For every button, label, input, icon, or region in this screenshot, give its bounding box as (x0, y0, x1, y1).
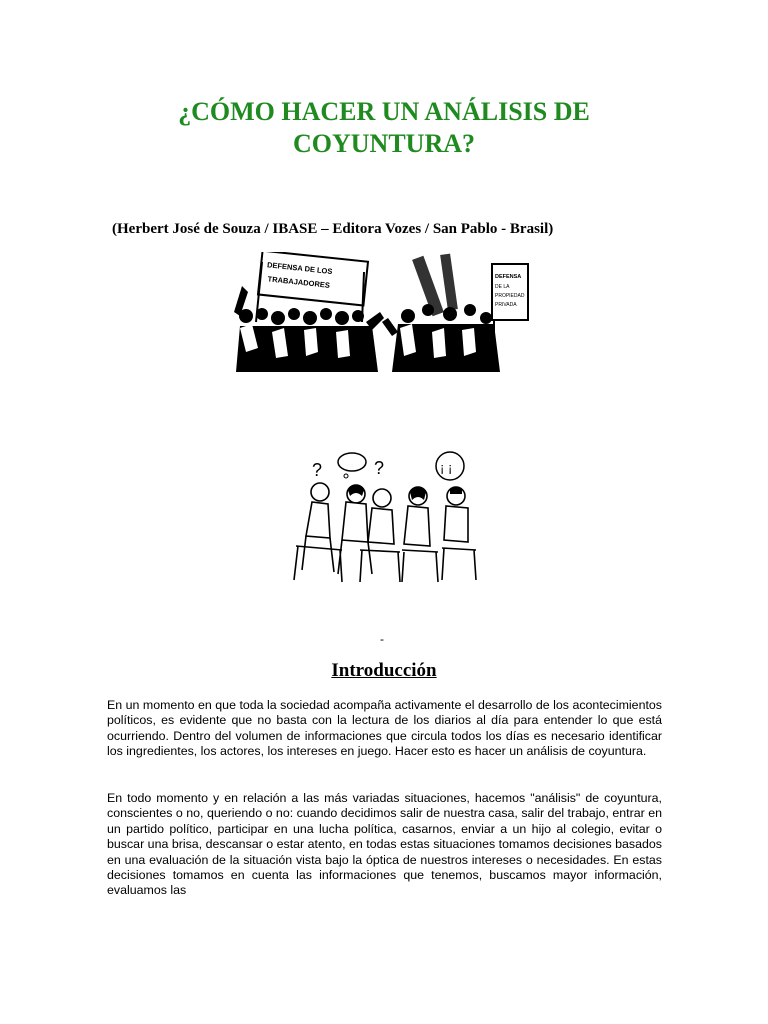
paragraph-2: En todo momento y en relación a las más variadas situaciones, hacemos "análisis" de coyuntura, conscientes o no, queriendo o no: cuando decidimos salir de nuestra casa, salir del trabajo, entrar en un partido político, participar en una lucha política, casarnos, enviar a un hijo al colegio, evitar o buscar una brisa, descansar o estar atento, en todas estas situaciones tomamos decisiones basados en una evaluación de la situación vista bajo la óptica de nuestros intereses o necesidades. En estas decisiones tomamos en cuenta las informaciones que tenemos, buscamos mayor información, evaluamos las (107, 791, 662, 898)
title-line-2: COYUNTURA? (293, 129, 475, 158)
exclaim-marks: ¡ ¡ (440, 460, 453, 475)
workers-banner-text-2: TRABAJADORES (267, 274, 331, 290)
section-heading: Introducción (331, 660, 437, 681)
owners-banner-text-2: DE LA (495, 284, 510, 290)
owners-banner-text-1: DEFENSA (495, 274, 522, 280)
thought-bubble (338, 453, 366, 471)
owners-banner-text-4: PRIVADA (495, 302, 517, 308)
owners-banner-text-3: PROPIEDAD (495, 293, 525, 299)
meeting-illustration (290, 450, 480, 584)
owners-crowd (382, 254, 528, 372)
title-line-1: ¿CÓMO HACER UN ANÁLISIS DE (178, 97, 590, 126)
document-title (0, 96, 768, 160)
separator: - (380, 632, 384, 646)
question-mark-2: ? (374, 458, 385, 478)
question-mark-1: ? (312, 460, 323, 480)
author-credit: (Herbert José de Souza / IBASE – Editora Vozes / San Pablo - Brasil) (112, 221, 554, 237)
paragraph-1: En un momento en que toda la sociedad acompaña activamente el desarrollo de los acontecimientos políticos, es evidente que no basta con la lectura de los diarios al día para entender lo que está ocurriendo. Dentro del volumen de informaciones que circula todos los días es necesario identificar los ingredientes, los actores, los intereses en juego. Hacer esto es hacer un análisis de coyuntura. (107, 698, 662, 759)
protest-illustration (232, 252, 532, 374)
workers-banner-text-1: DEFENSA DE LOS (266, 260, 333, 277)
